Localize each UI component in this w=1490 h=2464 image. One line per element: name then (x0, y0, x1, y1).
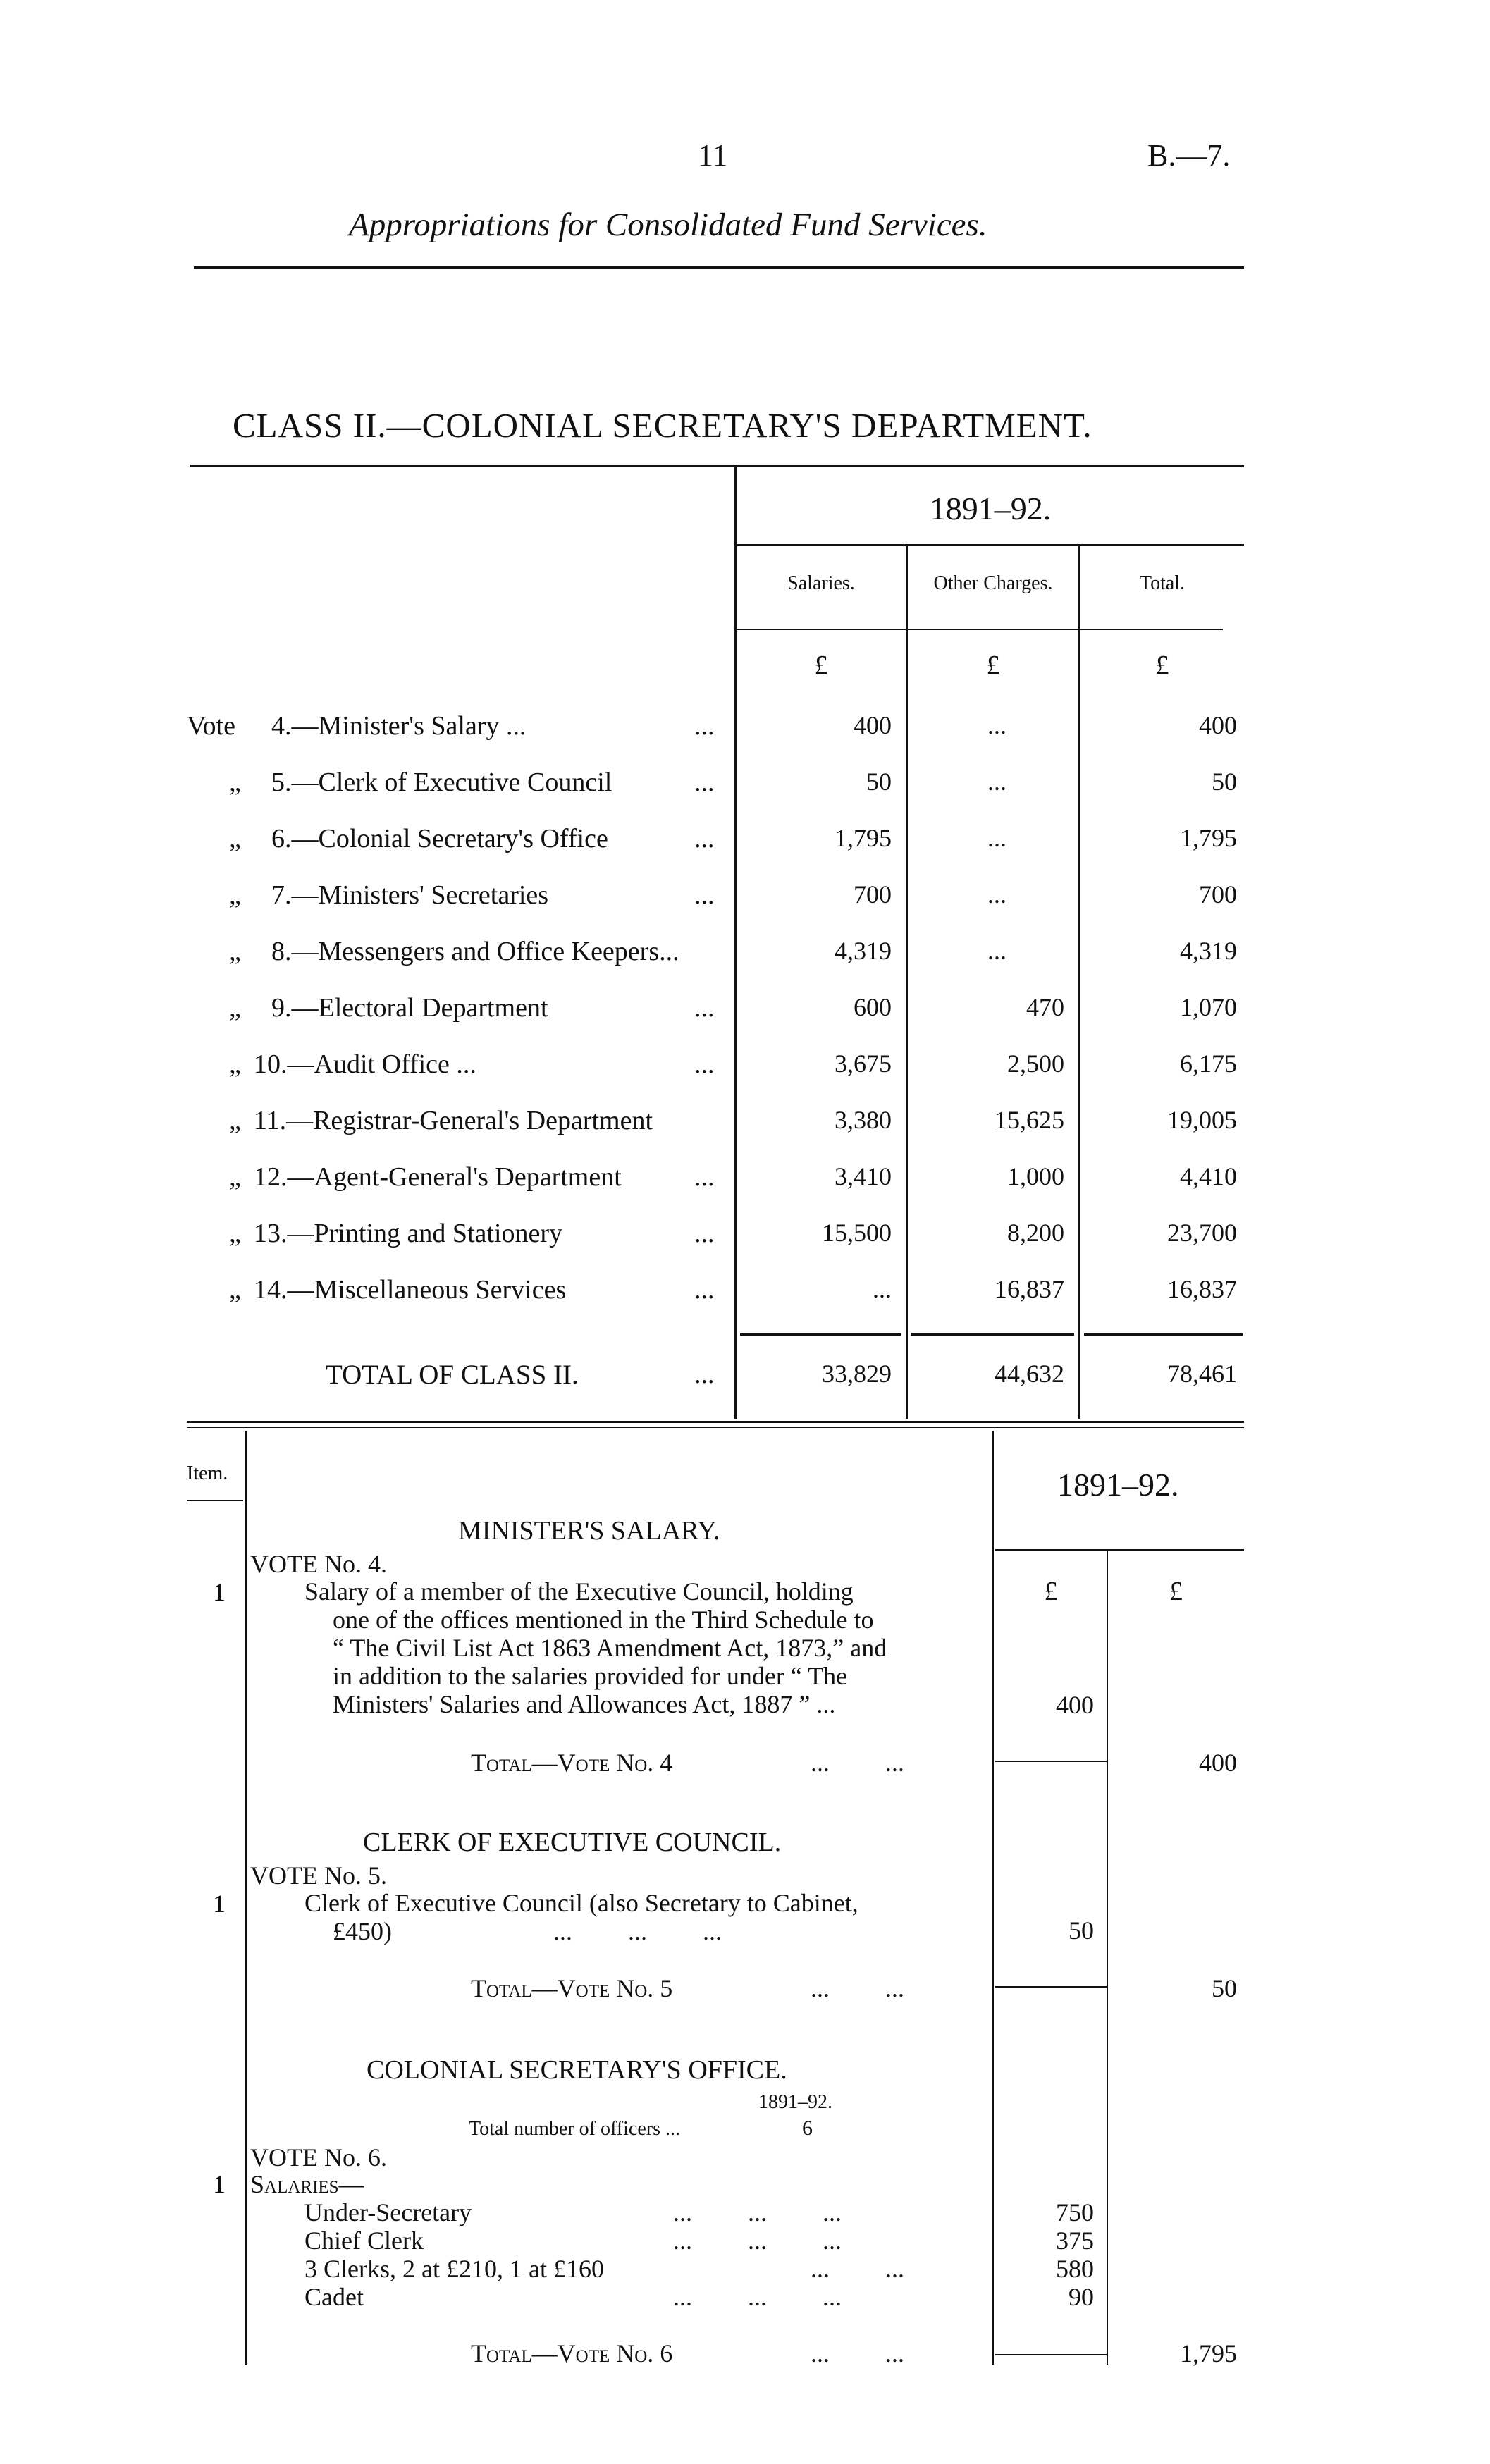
vote-dots: ... (694, 1162, 715, 1192)
class-total-total: 78,461 (1167, 1360, 1237, 1388)
vote-dots: ... (694, 880, 715, 910)
vote-dots: ... (694, 1049, 715, 1079)
vote-total: 700 (1199, 880, 1237, 908)
vote-prefix: „ (229, 1275, 241, 1305)
class-total-salaries: 33,829 (822, 1360, 892, 1388)
vote-other: 16,837 (995, 1275, 1064, 1303)
colonial-item-number: 1 (213, 2170, 226, 2198)
salary-line-dots: ... ... ... (673, 2226, 842, 2255)
vote-dots: ... (694, 1275, 715, 1305)
vote-salaries: 400 (854, 711, 892, 739)
vote-dots: ... (694, 1219, 715, 1248)
minister-text-line: Ministers' Salaries and Allowances Act, 1887 ” ... (333, 1690, 836, 1718)
vote-other: 15,625 (995, 1106, 1064, 1134)
vote-label: 13.—Printing and Stationery (254, 1219, 563, 1248)
detail-rule-top-2 (187, 1427, 1244, 1428)
clerk-vote: VOTE No. 5. (250, 1861, 387, 1890)
clerk-total-dots: ... ... (811, 1974, 904, 2002)
col-other-charges-header: Other Charges. (933, 572, 1053, 594)
vote-other: ... (987, 768, 1006, 796)
clerk-amount-rule (995, 1986, 1107, 1988)
minister-total: 400 (1199, 1749, 1237, 1777)
vote-label: 14.—Miscellaneous Services (254, 1275, 567, 1305)
colonial-total-label: Total—Vote No. 6 (471, 2339, 673, 2367)
minister-heading: MINISTER'S SALARY. (458, 1516, 720, 1546)
vote-other: ... (987, 937, 1006, 965)
officers-count: 6 (802, 2117, 813, 2140)
vote-other: 2,500 (1007, 1049, 1064, 1078)
vote-label: 8.—Messengers and Office Keepers... (271, 937, 679, 966)
vote-total: 23,700 (1167, 1219, 1237, 1247)
class-total-other: 44,632 (995, 1360, 1064, 1388)
vote-prefix: „ (229, 1106, 241, 1135)
vote-dots: ... (694, 993, 715, 1023)
salary-line-amount: 580 (1056, 2255, 1094, 2283)
detail-year-rule (995, 1549, 1244, 1551)
vote-salaries: 700 (854, 880, 892, 908)
detail-currency-amount: £ (1044, 1577, 1058, 1606)
vote-prefix: „ (229, 768, 241, 797)
minister-total-dots: ... ... (811, 1749, 904, 1777)
salary-line-label: 3 Clerks, 2 at £210, 1 at £160 (304, 2255, 604, 2283)
salary-line-amount: 375 (1056, 2226, 1094, 2255)
vote-other: ... (987, 824, 1006, 852)
vote-dots: ... (694, 824, 715, 854)
class-total-label: TOTAL OF CLASS II. (326, 1360, 579, 1390)
salary-line-label: Cadet (304, 2283, 364, 2311)
vote-label: 6.—Colonial Secretary's Office (271, 824, 608, 854)
vote-salaries: ... (873, 1275, 892, 1303)
minister-text-line: in addition to the salaries provided for under “ The (333, 1662, 848, 1690)
vote-prefix: „ (229, 1049, 241, 1079)
clerk-item-number: 1 (213, 1890, 226, 1918)
header-rule (194, 266, 1244, 269)
vote-other: ... (987, 880, 1006, 908)
salary-line-dots: ... ... ... (673, 2283, 842, 2311)
vote-salaries: 600 (854, 993, 892, 1021)
detail-rule-top (187, 1421, 1244, 1423)
vote-other: 470 (1026, 993, 1064, 1021)
minister-amount: 400 (1056, 1691, 1094, 1719)
colonial-heading: COLONIAL SECRETARY'S OFFICE. (367, 2055, 787, 2085)
salary-line-dots: ... ... (811, 2255, 904, 2283)
total-column-divider (1107, 1551, 1108, 2365)
vote-label: 11.—Registrar-General's Department (254, 1106, 653, 1135)
vote-dots: ... (694, 768, 715, 797)
minister-amount-rule (995, 1761, 1107, 1762)
vote-prefix: „ (229, 1219, 241, 1248)
clerk-total: 50 (1212, 1974, 1237, 2002)
vote-dots: ... (694, 711, 715, 741)
clerk-text-line (304, 1917, 858, 1945)
vote-salaries: 3,380 (835, 1106, 892, 1134)
total-rule-other (911, 1333, 1074, 1336)
clerk-amount: 50 (1069, 1916, 1094, 1945)
vote-other: 1,000 (1007, 1162, 1064, 1190)
amount-column-divider (992, 1431, 994, 2365)
running-title: Appropriations for Consolidated Fund Services. (349, 207, 987, 243)
salaries-label: Salaries— (250, 2170, 364, 2198)
detail-currency-total: £ (1169, 1577, 1183, 1606)
item-column-divider (245, 1431, 247, 2365)
clerk-text-amount: £450) (333, 1917, 392, 1945)
total-rule-total (1084, 1333, 1243, 1336)
minister-vote: VOTE No. 4. (250, 1550, 387, 1578)
clerk-text (304, 1889, 858, 1945)
col-header-rule (737, 629, 1223, 630)
vote-salaries: 15,500 (822, 1219, 892, 1247)
vote-salaries: 1,795 (835, 824, 892, 852)
minister-text-line: Salary of a member of the Executive Council, holding (304, 1577, 854, 1606)
vote-prefix: Vote (187, 711, 235, 741)
minister-total-label: Total—Vote No. 4 (471, 1749, 673, 1777)
vote-prefix: „ (229, 1162, 241, 1192)
vote-prefix: „ (229, 993, 241, 1023)
clerk-text-line: Clerk of Executive Council (also Secretary to Cabinet, (304, 1889, 858, 1917)
col-total-header: Total. (1139, 572, 1186, 594)
vote-other: ... (987, 711, 1006, 739)
vote-prefix: „ (229, 824, 241, 854)
class-title: CLASS II.—COLONIAL SECRETARY'S DEPARTMENT. (233, 406, 1092, 445)
currency-salaries: £ (814, 651, 828, 680)
vote-salaries: 50 (866, 768, 892, 796)
colonial-amount-rule (995, 2354, 1107, 2355)
vote-total: 1,795 (1180, 824, 1237, 852)
vote-label: 12.—Agent-General's Department (254, 1162, 622, 1192)
salary-line-amount: 750 (1056, 2198, 1094, 2226)
vote-total: 19,005 (1167, 1106, 1237, 1134)
clerk-text-dots: ... ... ... (553, 1917, 722, 1945)
currency-total: £ (1155, 651, 1169, 680)
vote-salaries: 3,675 (835, 1049, 892, 1078)
clerk-total-label: Total—Vote No. 5 (471, 1974, 673, 2002)
vote-label: 10.—Audit Office ... (254, 1049, 476, 1079)
vote-total: 4,410 (1180, 1162, 1237, 1190)
detail-year: 1891–92. (1057, 1467, 1179, 1503)
minister-text (304, 1577, 887, 1718)
colonial-vote: VOTE No. 6. (250, 2143, 387, 2172)
clerk-heading: CLERK OF EXECUTIVE COUNCIL. (363, 1828, 782, 1857)
vote-total: 16,837 (1167, 1275, 1237, 1303)
vote-total: 6,175 (1180, 1049, 1237, 1078)
officers-label: Total number of officers ... (469, 2118, 680, 2140)
minister-item-number: 1 (213, 1578, 226, 1606)
vote-salaries: 3,410 (835, 1162, 892, 1190)
salary-line-label: Under-Secretary (304, 2198, 472, 2226)
vote-total: 400 (1199, 711, 1237, 739)
total-rule-salaries (740, 1333, 901, 1336)
colonial-total-dots: ... ... (811, 2339, 904, 2367)
vote-prefix: „ (229, 937, 241, 966)
page-number: 11 (698, 138, 728, 173)
colonial-total: 1,795 (1180, 2339, 1237, 2367)
summary-year: 1891–92. (929, 491, 1052, 526)
vote-total: 4,319 (1180, 937, 1237, 965)
minister-text-line: “ The Civil List Act 1863 Amendment Act, 1873,” and (333, 1634, 887, 1662)
vote-total: 1,070 (1180, 993, 1237, 1021)
salary-line-dots: ... ... ... (673, 2198, 842, 2226)
year-rule (737, 544, 1244, 546)
vote-label: 4.—Minister's Salary ... (271, 711, 527, 741)
item-header: Item. (187, 1462, 228, 1484)
vote-total: 50 (1212, 768, 1237, 796)
vote-label: 7.—Ministers' Secretaries (271, 880, 549, 910)
vote-prefix: „ (229, 880, 241, 910)
document-reference: B.—7. (1147, 138, 1231, 173)
minister-text-line: one of the offices mentioned in the Third Schedule to (333, 1606, 874, 1634)
salary-line-amount: 90 (1069, 2283, 1094, 2311)
officers-year: 1891–92. (758, 2091, 832, 2113)
class-title-rule (190, 465, 1244, 467)
col-salaries-header: Salaries. (787, 572, 855, 594)
vote-salaries: 4,319 (835, 937, 892, 965)
vote-label: 9.—Electoral Department (271, 993, 548, 1023)
class-total-dots: ... (694, 1360, 715, 1389)
vote-other: 8,200 (1007, 1219, 1064, 1247)
item-header-rule (187, 1500, 243, 1501)
currency-other: £ (986, 651, 1000, 680)
vote-label: 5.—Clerk of Executive Council (271, 768, 612, 797)
salary-line-label: Chief Clerk (304, 2226, 424, 2255)
